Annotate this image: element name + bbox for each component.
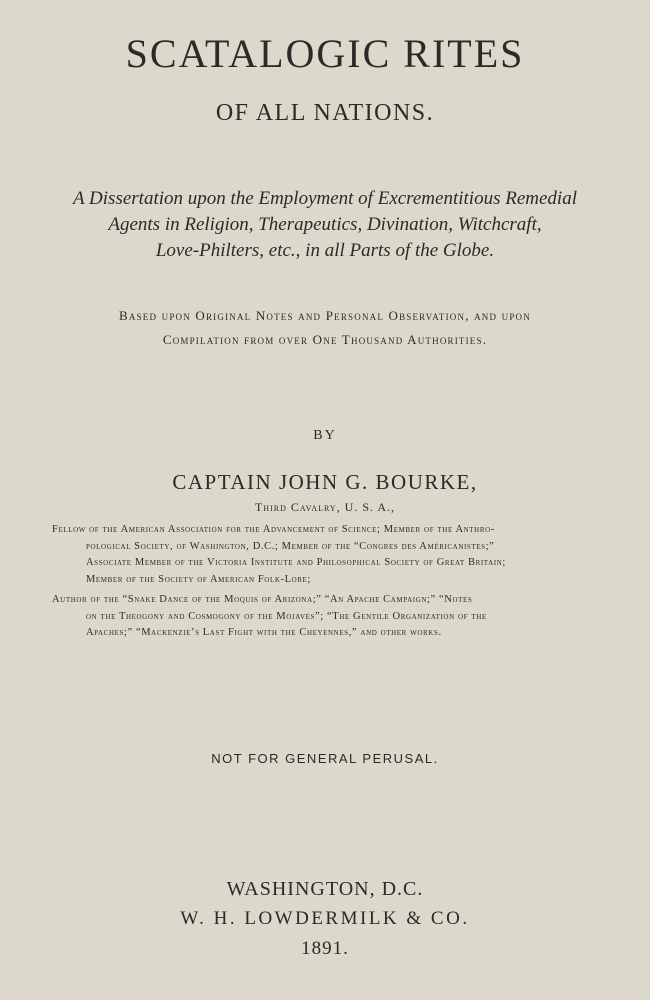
sources-line: Based upon Original Notes and Personal Observation, and upon [119,308,531,323]
works-line: Author of the “Snake Dance of the Moquis of Arizona;” “An Apache Campaign;” “Notes [52,594,473,605]
membership-line: pological Society, of Washington, D.C.; Member of the “Congres des Américanistes;” [86,540,495,552]
sources-line: Compilation from over One Thousand Authorities. [162,332,488,347]
author-name: CAPTAIN JOHN G. BOURKE, [172,470,478,494]
dissertation-description [40,186,610,264]
works-line: Apaches;” “Mackenzie’s Last Fight with the Cheyennes,” and other works. [86,627,442,638]
by-label: BY [313,428,337,443]
dissertation-line: A Dissertation upon the Employment of Excrementitious Remedial [73,188,577,209]
publisher-name: W. H. LOWDERMILK & CO. [180,908,470,929]
publication-place: WASHINGTON, D.C. [226,878,424,900]
book-subtitle: OF ALL NATIONS. [215,100,435,126]
membership-line: Fellow of the American Association for the Advancement of Science; Member of the Anthro- [52,524,495,535]
restriction-notice: NOT FOR GENERAL PERUSAL. [211,751,439,766]
sources-statement [40,304,610,352]
works-line: on the Theogony and Cosmogony of the Mojaves”; “The Gentile Organization of the [86,610,487,622]
book-title: SCATALOGIC RITES [125,31,525,76]
author-memberships [52,522,612,588]
dissertation-line: Agents in Religion, Therapeutics, Divination, Witchcraft, [108,214,542,235]
publication-year: 1891. [301,938,349,959]
dissertation-line: Love-Philters, etc., in all Parts of the Globe. [155,240,495,261]
author-works [52,592,612,642]
membership-line: Member of the Society of American Folk-Lore; [86,573,311,585]
author-rank: Third Cavalry, U. S. A., [254,500,396,514]
membership-line: Associate Member of the Victoria Institute and Philosophical Society of Great Britain; [86,557,506,568]
